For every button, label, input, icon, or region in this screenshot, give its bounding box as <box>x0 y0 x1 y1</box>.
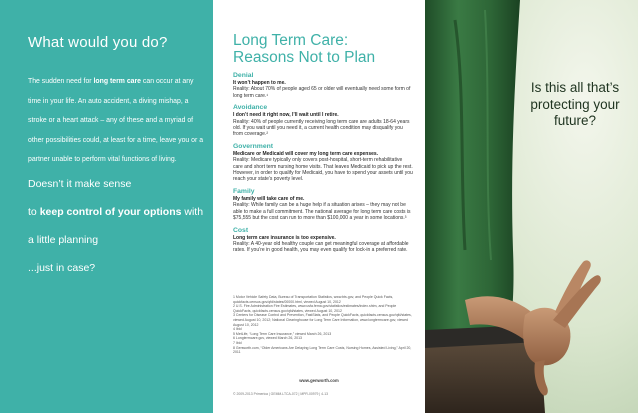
reason-section <box>233 72 413 99</box>
reason-section <box>233 188 413 222</box>
pitch-line-1: Doesn’t it make sense <box>28 178 132 190</box>
lead-text-bold: long term care <box>93 78 141 85</box>
reason-reality: Reality: A 40-year old healthy couple can get meaningful coverage at affordable rates. If you’re in good health, you may even qualify for lock-in a preferred rate. <box>233 240 409 254</box>
middle-title: Long Term Care: Reasons Not to Plan <box>233 32 376 66</box>
footnote: 3 Centers for Disease Control and Prevention, FastStats, and People QuickFacts, quickfacts.census.gov/qfd/states, viewed August 10, 2012; National Clearinghouse for Long Term Care Information, www.longtermcare.gov, viewed August 10, 2012 <box>233 313 412 327</box>
pitch-last: ...just in case? <box>28 262 96 274</box>
pitch-to: to <box>28 206 40 218</box>
copyright-line: © 2009-2013 Primerica | GEMM-LTCA-072 | MPR-00979 | 4-13 <box>233 392 328 396</box>
left-panel <box>0 0 213 413</box>
reason-reality: Reality: 40% of people currently receiving long term care are adults 18-64 years old. If you wait until you need it, a current health condition may disqualify you from coverage.² <box>233 118 410 138</box>
reason-title: Avoidance <box>233 104 268 112</box>
lead-text-end: can occur at any time in your life. An auto accident, a diving mishap, a stroke or a heart attack – any of these and a myriad of other possibilities could, at least for a time, leave you or a partner unable to perform vital functions of living. <box>28 78 204 163</box>
reason-myth: Long term care insurance is too expensive. <box>233 234 336 241</box>
footnote: 4 Ibid <box>233 327 242 332</box>
footnote: 1 Motor Vehicle Safety Data, Bureau of Transportation Statistics, www.bts.gov, and People Quick Facts, quickfacts.census.gov/qfd/states/00000.html, viewed August 10, 2012 <box>233 295 394 304</box>
reasons-list <box>233 72 413 259</box>
reason-myth: It won’t happen to me. <box>233 80 286 86</box>
reason-section <box>233 104 413 138</box>
reason-reality: Reality: Medicare typically only covers post-hospital, short-term rehabilitative care and short term nursing home visits. That leaves Medicaid to pick up the rest. However, in order to qualify for Medicaid, you have to spend your assets until you reach your state’s poverty level. <box>233 157 413 183</box>
middle-panel <box>213 0 425 413</box>
reason-reality: Reality: About 70% of people aged 65 or older will eventually need some form of long term care.¹ <box>233 86 411 99</box>
reason-title: Cost <box>233 226 249 234</box>
reason-title: Family <box>233 187 255 195</box>
pitch-bold: keep control of your options <box>39 206 182 218</box>
footnote: 6 Longtermcare.gov, viewed March 26, 2013 <box>233 336 303 341</box>
reason-myth: My family will take care of me. <box>233 195 305 202</box>
reason-section <box>233 143 413 183</box>
reason-title: Denial <box>233 72 254 79</box>
question-text: Is this all that’s protecting your future? <box>530 80 620 128</box>
reason-title: Government <box>233 142 274 150</box>
pitch-text <box>28 170 208 282</box>
footnote: 2 U.S. Fire Administration Fire Estimates, www.usfa.fema.gov/statistics/estimates/index.shtm, and People QuickFacts, quickfacts.census.gov/qfd/states, viewed August 10, 2012 <box>233 304 397 313</box>
crossed-fingers-illustration <box>425 0 638 413</box>
footnote: 8 Genworth.com, “Older Americans Are Delaying Long Term Care Costs, Nursing Homes, Assisted Living,” April 20, 2011 <box>233 345 412 355</box>
photo-panel <box>425 0 638 413</box>
footnote: 5 MetLife, “Long Term Care Insurance,” viewed March 26, 2013 <box>233 331 332 336</box>
pitch-end: with a little planning <box>28 206 204 246</box>
reason-section <box>233 227 413 254</box>
reason-myth: I don’t need it right now, I’ll wait until I retire. <box>233 112 339 119</box>
website-url: www.genworth.com <box>299 378 339 383</box>
left-heading: What would you do? <box>28 34 168 51</box>
lead-paragraph <box>28 72 208 170</box>
footnote: 7 Ibid <box>233 340 242 345</box>
reason-reality: Reality: While family can be a huge help if a situation arises – they may not be able to make a full commitment. The national average for long term care costs is $75,555 but the cost can run to more than $100,000 a year in some locations.³ <box>233 202 411 222</box>
lead-text-start: The sudden need for <box>28 78 94 85</box>
reason-myth: Medicare or Medicaid will cover my long term care expenses. <box>233 150 379 157</box>
footnote-list <box>233 295 415 355</box>
